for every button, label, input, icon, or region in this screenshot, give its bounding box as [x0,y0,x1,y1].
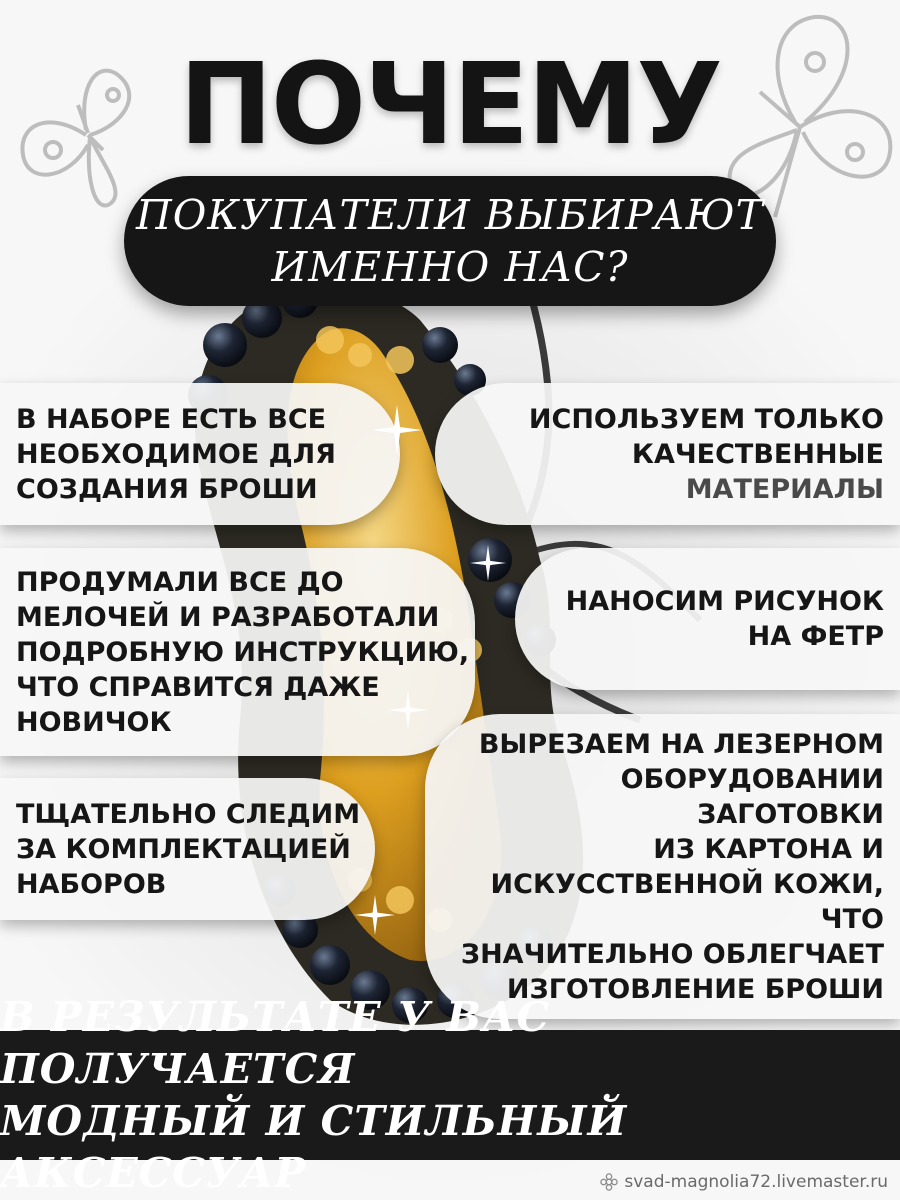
card-line: В НАБОРЕ ЕСТЬ ВСЕ [16,403,327,435]
result-line-2: МОДНЫЙ И СТИЛЬНЫЙ АКСЕССУАР [0,1097,628,1197]
card-line: ЧТО СПРАВИТСЯ ДАЖЕ [16,671,380,703]
card-line: ЗА КОМПЛЕКТАЦИЕЙ [16,833,351,865]
card-line: НЕОБХОДИМОЕ ДЛЯ [16,438,336,470]
card-completeness [0,778,375,920]
card-line: СОЗДАНИЯ БРОШИ [16,473,318,505]
card-line: ВЫРЕЗАЕМ НА ЛЕЗЕРНОМ [478,728,884,760]
card-line: НА ФЕТР [747,621,884,652]
result-line-1: В РЕЗУЛЬТАТЕ У ВАС ПОЛУЧАЕТСЯ [0,993,551,1093]
subtitle-banner [124,176,776,306]
card-quality-materials [435,383,900,525]
subtitle-line-2: ИМЕННО НАС? [271,243,629,291]
flower-logo-icon [600,1173,618,1191]
card-felt-pattern [515,548,900,690]
card-line: ИЗГОТОВЛЕНИЕ БРОШИ [506,973,884,1005]
page-title: ПОЧЕМУ [179,40,721,170]
card-line: ЗНАЧИТЕЛЬНО ОБЛЕГЧАЕТ [460,938,884,970]
watermark [600,1168,888,1196]
card-line: ОБОРУДОВАНИИ ЗАГОТОВКИ [620,763,884,830]
card-line: МЕЛОЧЕЙ И РАЗРАБОТАЛИ [16,601,440,633]
sparkle-icon [470,545,506,581]
sparkle-icon [372,405,422,455]
card-line: ИСПОЛЬЗУЕМ ТОЛЬКО [528,403,884,435]
card-line: МАТЕРИАЛЫ [685,473,884,505]
watermark-text: svad-magnolia72.livemaster.ru [624,1172,888,1192]
subtitle-line-1: ПОКУПАТЕЛИ ВЫБИРАЮТ [135,191,765,239]
sparkle-icon [388,690,428,730]
card-line: ПРОДУМАЛИ ВСЕ ДО [16,566,344,598]
card-line: ИЗ КАРТОНА И [653,833,884,865]
card-line: КАЧЕСТВЕННЫЕ [631,438,884,470]
sparkle-icon [355,895,395,935]
card-line: ПОДРОБНУЮ ИНСТРУКЦИЮ, [16,636,470,668]
card-line: ИСКУССТВЕННОЙ КОЖИ, ЧТО [490,868,884,935]
card-laser-cutting [425,714,900,1019]
card-line: ТЩАТЕЛЬНО СЛЕДИМ [16,798,361,830]
card-line: НАНОСИМ РИСУНОК [565,586,884,617]
card-kit-contents [0,383,400,525]
card-line: НОВИЧОК [16,706,172,738]
card-line: НАБОРОВ [16,868,167,900]
